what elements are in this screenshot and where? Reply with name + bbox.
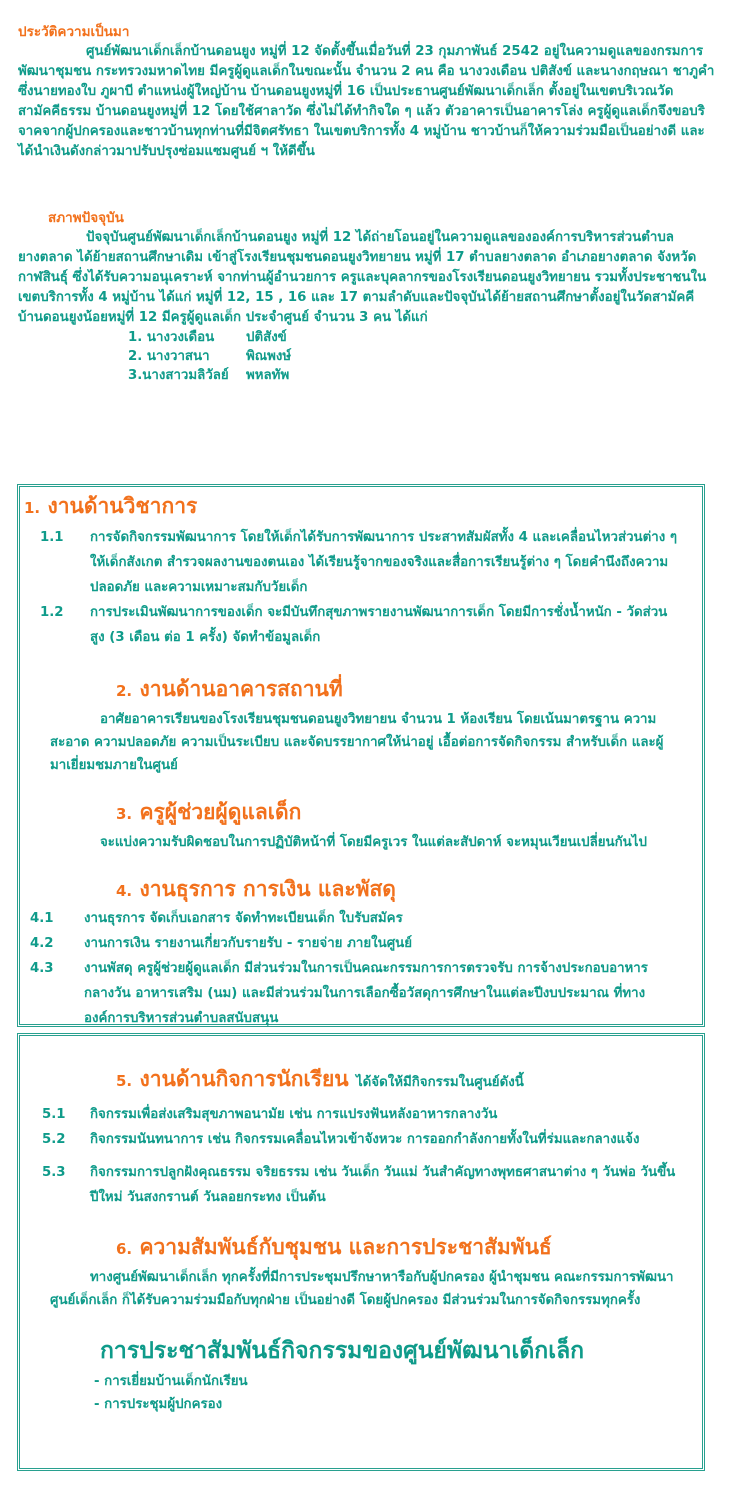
item-number: 4.3 bbox=[30, 961, 54, 976]
list-item bbox=[30, 906, 678, 931]
section-4-title: งานธุรการ การเงิน และพัสดุ bbox=[139, 877, 396, 901]
section-2-heading bbox=[116, 674, 702, 706]
staff-first: 2. นางวาสนา bbox=[128, 349, 210, 364]
section-1-heading bbox=[24, 491, 702, 523]
item-number: 1.2 bbox=[40, 605, 64, 620]
section-5-heading bbox=[116, 1064, 702, 1098]
section-3-title: ครูผู้ช่วยผู้ดูแลเด็ก bbox=[139, 800, 302, 824]
item-number: 5.2 bbox=[42, 1132, 66, 1147]
list-item bbox=[30, 956, 678, 1031]
section-6-paragraph bbox=[50, 1266, 678, 1312]
staff-row bbox=[128, 366, 718, 385]
section-4-items bbox=[30, 906, 678, 1031]
section-2-text: อาศัยอาคารเรียนของโรงเรียนชุมชนดอนยูงวิทยายน จำนวน 1 ห้องเรียน โดยเน้นมาตรฐาน ความสะอาด ความปลอดภัย ความเป็นระเบียบ และจัดบรรยากาศให้น่าอยู่ เอื้อต่อการจัดกิจกรรม สำหรับเด็ก และผู้มาเยี่ยมชมภายในศูนย์ bbox=[50, 712, 664, 773]
history-paragraph bbox=[18, 42, 718, 162]
item-number: 1.1 bbox=[40, 530, 64, 545]
section-1-number: 1. bbox=[24, 499, 41, 517]
staff-last: พหลทัพ bbox=[246, 368, 290, 383]
item-text: กิจกรรมการปลูกฝังคุณธรรม จริยธรรม เช่น วันเด็ก วันแม่ วันสำคัญทางพุทธศาสนาต่าง ๆ วันพ่อ วันขึ้นปีใหม่ วันสงกรานต์ วันลอยกระทง เป็นต้น bbox=[90, 1165, 676, 1205]
current-heading: สภาพปัจจุบัน bbox=[48, 210, 124, 226]
item-text: การประเมินพัฒนาการของเด็ก จะมีบันทึกสุขภาพรายงานพัฒนาการเด็ก โดยมีการชั่งน้ำหนัก - วัดส่วนสูง (3 เดือน ต่อ 1 ครั้ง) จัดทำข้อมูลเด็ก bbox=[90, 605, 668, 645]
list-item bbox=[42, 1102, 678, 1127]
staff-list bbox=[128, 328, 718, 385]
section-1-items bbox=[40, 525, 678, 650]
section-2-title: งานด้านอาคารสถานที่ bbox=[139, 677, 343, 701]
tasks-box-2 bbox=[17, 1033, 705, 1471]
history-section bbox=[18, 22, 718, 162]
section-3-paragraph bbox=[50, 831, 678, 854]
pr-list bbox=[94, 1370, 702, 1416]
section-5-items bbox=[42, 1102, 678, 1210]
section-4-heading bbox=[116, 874, 702, 906]
item-number: 4.1 bbox=[30, 911, 54, 926]
list-item bbox=[30, 931, 678, 956]
section-6-text: ทางศูนย์พัฒนาเด็กเล็ก ทุกครั้งที่มีการประชุมปรึกษาหารือกับผู้ปกครอง ผู้นำชุมชน คณะกรรมการพัฒนาศูนย์เด็กเล็ก ก็ได้รับความร่วมมือกับทุกฝ่าย เป็นอย่างดี โดยผู้ปกครอง มีส่วนร่วมในการจัดกิจกรรมทุกครั้ง bbox=[50, 1270, 674, 1308]
item-text: กิจกรรมนันทนาการ เช่น กิจกรรมเคลื่อนไหวเข้าจังหวะ การออกกำลังกายทั้งในที่ร่มและกลางแจ้ง bbox=[90, 1132, 640, 1147]
section-2-paragraph bbox=[50, 708, 678, 777]
staff-first: 1. นางวงเดือน bbox=[128, 330, 215, 345]
item-number: 5.1 bbox=[42, 1107, 66, 1122]
list-item bbox=[40, 600, 678, 650]
item-text: กิจกรรมเพื่อส่งเสริมสุขภาพอนามัย เช่น การแปรงฟันหลังอาหารกลางวัน bbox=[90, 1107, 498, 1122]
staff-row bbox=[128, 347, 718, 366]
list-item bbox=[40, 525, 678, 600]
section-3-number: 3. bbox=[116, 805, 133, 823]
item-text: งานการเงิน รายงานเกี่ยวกับรายรับ - รายจ่าย ภายในศูนย์ bbox=[84, 936, 413, 951]
section-4-number: 4. bbox=[116, 882, 133, 900]
current-section bbox=[18, 208, 718, 385]
section-3-text: จะแบ่งความรับผิดชอบในการปฏิบัติหน้าที่ โดยมีครูเวร ในแต่ละสัปดาห์ จะหมุนเวียนเปลี่ยนกันไป bbox=[100, 835, 647, 850]
current-text: ปัจจุบันศูนย์พัฒนาเด็กเล็กบ้านดอนยูง หมู่ที่ 12 ได้ถ่ายโอนอยู่ในความดูแลขององค์การบริหารส่วนตำบลยางตลาด ได้ย้ายสถานศึกษาเดิม เข้าสู่โรงเรียนชุมชนดอนยูงวิทยายน หมู่ที่ 17 ตำบลยางตลาด อำเภอยางตลาด จังหวัดกาฬสินธุ์ ซึ่งได้รับความอนุเคราะห์ จากท่านผู้อำนวยการ ครูและบุคลากรของโรงเรียนดอนยูงวิทยายน รวมทั้งประชาชนในเขตบริการทั้ง 4 หมู่บ้าน ได้แก่ หมู่ที่ 12, 15 , 16 และ 17 ตามลำดับและปัจจุบันได้ย้ายสถานศึกษาตั้งอยู่ในวัดสามัคคี บ้านดอนยูงน้อยหมู่ที่ 12 มีครูผู้ดูแลเด็ก ประจำศูนย์ จำนวน 3 คน ได้แก่ bbox=[18, 230, 707, 325]
list-item bbox=[42, 1127, 678, 1152]
history-heading: ประวัติความเป็นมา bbox=[18, 24, 130, 40]
staff-first: 3.นางสาวมลิวัลย์ bbox=[128, 368, 229, 383]
item-text: งานพัสดุ ครูผู้ช่วยผู้ดูแลเด็ก มีส่วนร่วมในการเป็นคณะกรรมการการตรวจรับ การจ้างประกอบอาหารกลางวัน อาหารเสริม (นม) และมีส่วนร่วมในการเลือกซื้อวัสดุการศึกษาในแต่ละปีงบประมาณ ที่ทางองค์การบริหารส่วนตำบลสนับสนุน bbox=[84, 961, 648, 1026]
section-6-title: ความสัมพันธ์กับชุมชน และการประชาสัมพันธ์ bbox=[139, 1235, 552, 1259]
item-text: งานธุรการ จัดเก็บเอกสาร จัดทำทะเบียนเด็ก ใบรับสมัคร bbox=[84, 911, 403, 926]
list-item bbox=[42, 1160, 678, 1210]
section-6-number: 6. bbox=[116, 1240, 133, 1258]
section-1-title: งานด้านวิชาการ bbox=[47, 494, 198, 518]
item-number: 4.2 bbox=[30, 936, 54, 951]
item-number: 5.3 bbox=[42, 1165, 66, 1180]
current-paragraph bbox=[18, 228, 718, 328]
list-item: - การเยี่ยมบ้านเด็กนักเรียน bbox=[94, 1374, 248, 1389]
list-item: - การประชุมผู้ปกครอง bbox=[94, 1397, 223, 1412]
staff-last: พิณพงษ์ bbox=[246, 349, 292, 364]
staff-row bbox=[128, 328, 718, 347]
section-5-title: งานด้านกิจการนักเรียน bbox=[139, 1067, 349, 1091]
history-text: ศูนย์พัฒนาเด็กเล็กบ้านดอนยูง หมู่ที่ 12 จัดตั้งขึ้นเมื่อวันที่ 23 กุมภาพันธ์ 2542 อยู่ในความดูแลของกรมการพัฒนาชุมชน กระทรวงมหาดไทย มีครูผู้ดูแลเด็กในขณะนั้น จำนวน 2 คน คือ นางวงเดือน ปติสังข์ และนางกฤษณา ชาภูคำ ซึ่งนายทองใบ ภูผาบี ตำแหน่งผู้ใหญ่บ้าน บ้านดอนยูงหมู่ที่ 16 เป็นประธานศูนย์พัฒนาเด็กเล็ก ตั้งอยู่ในเขตบริเวณวัดสามัคคีธรรม บ้านดอนยูงหมู่ที่ 12 โดยใช้ศาลาวัด ซึ่งไม่ได้ทำกิจใด ๆ แล้ว ตัวอาคารเป็นอาคารโล่ง ครูผู้ดูแลเด็กจึงขอบริจาคจากผู้ปกครองและชาวบ้านทุกท่านที่มีจิตศรัทธา ในเขตบริการทั้ง 4 หมู่บ้าน ชาวบ้านก็ให้ความร่วมมือเป็นอย่างดี และได้นำเงินดังกล่าวมาปรับปรุงซ่อมแซมศูนย์ ฯ ให้ดีขึ้น bbox=[18, 44, 715, 159]
tasks-box-1 bbox=[17, 484, 705, 1027]
section-6-heading bbox=[116, 1232, 702, 1264]
section-2-number: 2. bbox=[116, 682, 133, 700]
pr-title: การประชาสัมพันธ์กิจกรรมของศูนย์พัฒนาเด็กเล็ก bbox=[100, 1338, 585, 1364]
section-5-number: 5. bbox=[116, 1072, 133, 1090]
section-5-suffix: ได้จัดให้มีกิจกรรมในศูนย์ดังนี้ bbox=[355, 1075, 524, 1090]
item-text: การจัดกิจกรรมพัฒนาการ โดยให้เด็กได้รับการพัฒนาการ ประสาทสัมผัสทั้ง 4 และเคลื่อนไหวส่วนต่าง ๆ ให้เด็กสังเกต สำรวจผลงานของตนเอง ได้เรียนรู้จากของจริงและสื่อการเรียนรู้ต่าง ๆ โดยคำนึงถึงความปลอดภัย และความเหมาะสมกับวัยเด็ก bbox=[90, 530, 677, 595]
section-3-heading bbox=[116, 797, 702, 829]
staff-last: ปติสังข์ bbox=[246, 330, 287, 345]
